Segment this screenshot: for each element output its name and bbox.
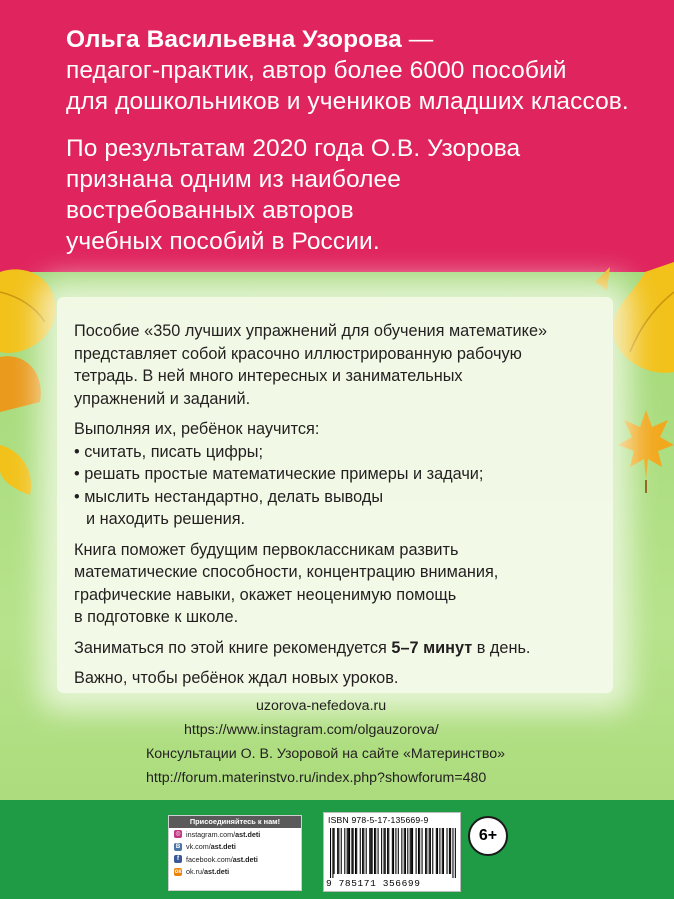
barcode-bar bbox=[437, 828, 438, 874]
barcode-bar bbox=[429, 828, 430, 874]
barcode-bar bbox=[452, 828, 453, 878]
author-dash: — bbox=[401, 26, 434, 53]
barcode-bar bbox=[442, 828, 443, 874]
social-handle: ast.deti bbox=[235, 829, 261, 839]
odnoklassniki-icon: ок bbox=[174, 868, 182, 875]
benefit-line: математические способности, концентрацию внимания, bbox=[74, 563, 499, 581]
author-award bbox=[66, 133, 654, 257]
description-text bbox=[74, 320, 604, 698]
barcode-bar bbox=[430, 828, 431, 874]
barcode-bar bbox=[425, 828, 426, 874]
barcode-bar bbox=[443, 828, 444, 874]
intro-line: упражнений и заданий. bbox=[74, 389, 251, 408]
facebook-icon: f bbox=[174, 855, 182, 863]
barcode-bar bbox=[418, 828, 419, 874]
barcode-graphic bbox=[330, 828, 456, 878]
benefit-line: Книга поможет будущим первоклассникам развить bbox=[74, 540, 459, 559]
skill-item: • решать простые математические примеры и задачи; bbox=[74, 465, 484, 483]
author-name: Ольга Васильевна Узорова bbox=[66, 26, 402, 53]
barcode-bar bbox=[375, 828, 376, 874]
social-row-instagram[interactable] bbox=[169, 828, 301, 841]
benefit-line: в подготовке к школе. bbox=[74, 608, 239, 626]
barcode-bar bbox=[355, 828, 356, 874]
barcode-bar bbox=[360, 828, 361, 874]
barcode-bar bbox=[405, 828, 406, 874]
social-handle: ast.deti bbox=[203, 867, 230, 877]
barcode-bar bbox=[374, 828, 375, 874]
barcode-bar bbox=[446, 828, 447, 874]
leaf-right-maple-illustration bbox=[618, 405, 674, 495]
social-prefix: vk.com/ bbox=[186, 842, 211, 852]
social-prefix: instagram.com/ bbox=[186, 829, 236, 839]
barcode-bar bbox=[381, 828, 382, 874]
social-row-facebook[interactable] bbox=[169, 853, 301, 866]
intro-paragraph bbox=[74, 320, 604, 410]
barcode-bar bbox=[426, 828, 427, 874]
barcode-bar bbox=[422, 828, 423, 874]
barcode-bar bbox=[419, 828, 420, 874]
skills-heading: Выполняя их, ребёнок научится: bbox=[74, 420, 320, 438]
barcode-bar bbox=[351, 828, 352, 874]
barcode-bar bbox=[334, 828, 335, 874]
barcode-bar bbox=[398, 828, 399, 874]
social-handle: ast.deti bbox=[232, 854, 258, 864]
award-line: признана одним из наиболее bbox=[66, 166, 402, 193]
social-handle: ast.deti bbox=[210, 842, 236, 852]
barcode-bar bbox=[344, 828, 345, 874]
award-line: По результатам 2020 года О.В. Узорова bbox=[66, 135, 521, 162]
isbn-barcode-box bbox=[323, 812, 461, 892]
barcode-bar bbox=[347, 828, 348, 874]
barcode-bar bbox=[356, 828, 357, 874]
barcode-bar bbox=[332, 828, 333, 878]
barcode-bar bbox=[411, 828, 412, 874]
site-link[interactable]: uzorova-nefedova.ru bbox=[256, 698, 387, 714]
author-bio bbox=[66, 24, 654, 117]
barcode-bar bbox=[385, 828, 386, 874]
barcode-bar bbox=[407, 828, 408, 874]
intro-line: тетрадь. В ней много интересных и занимательных bbox=[74, 367, 463, 385]
recommendation-duration: 5–7 минут bbox=[391, 638, 473, 657]
barcode-bar bbox=[366, 828, 367, 874]
benefit-paragraph bbox=[74, 539, 604, 629]
barcode-bar bbox=[383, 828, 384, 874]
forum-link[interactable]: http://forum.materinstvo.ru/index.php?showforum=480 bbox=[146, 770, 487, 786]
author-desc-line: для дошкольников и учеников младших классов. bbox=[66, 88, 629, 115]
barcode-bar bbox=[388, 828, 389, 874]
social-row-vk[interactable] bbox=[169, 841, 301, 854]
barcode-bar bbox=[330, 828, 331, 878]
skills-list bbox=[74, 418, 604, 531]
barcode-bar bbox=[449, 828, 450, 874]
barcode-bar bbox=[362, 828, 363, 874]
social-box bbox=[168, 815, 302, 891]
barcode-bar bbox=[393, 828, 394, 874]
barcode-bar bbox=[353, 828, 354, 874]
skill-item-continuation: и находить решения. bbox=[86, 510, 246, 528]
barcode-bar bbox=[392, 828, 393, 874]
leaf-left-small-illustration bbox=[0, 440, 40, 500]
barcode-bar bbox=[341, 828, 342, 874]
barcode-bar bbox=[416, 828, 417, 874]
recommendation bbox=[74, 637, 604, 660]
consult-note: Консультации О. В. Узоровой на сайте «Материнство» bbox=[146, 746, 506, 762]
barcode-bar bbox=[404, 828, 405, 874]
author-links bbox=[130, 694, 560, 790]
barcode-bar bbox=[387, 828, 388, 874]
skill-item: • считать, писать цифры; bbox=[74, 442, 264, 461]
barcode-bar bbox=[412, 828, 413, 874]
barcode-bar bbox=[348, 828, 349, 874]
intro-line: Пособие «350 лучших упражнений для обучения математике» bbox=[74, 322, 548, 340]
barcode-bar bbox=[450, 828, 451, 874]
barcode-bar bbox=[349, 828, 350, 874]
barcode-bar bbox=[432, 828, 433, 874]
barcode-bar bbox=[436, 828, 437, 874]
barcode-bar bbox=[439, 828, 440, 874]
social-row-ok[interactable] bbox=[169, 866, 301, 879]
barcode-bar bbox=[369, 828, 370, 874]
age-rating-badge: 6+ bbox=[468, 816, 508, 856]
barcode-digits: 9 785171 356699 bbox=[326, 878, 421, 889]
social-prefix: ok.ru/ bbox=[186, 867, 204, 877]
isbn-label: ISBN 978-5-17-135669-9 bbox=[328, 815, 429, 825]
author-header bbox=[0, 0, 674, 272]
barcode-bar bbox=[455, 828, 456, 878]
barcode-bar bbox=[363, 828, 364, 874]
instagram-icon: ◎ bbox=[175, 831, 181, 838]
intro-line: представляет собой красочно иллюстрированную рабочую bbox=[74, 344, 522, 363]
barcode-bar bbox=[410, 828, 411, 874]
barcode-bar bbox=[401, 828, 402, 874]
award-line: востребованных авторов bbox=[66, 197, 354, 224]
author-desc-line: педагог-практик, автор более 6000 пособий bbox=[66, 57, 567, 84]
barcode-bar bbox=[372, 828, 373, 874]
social-prefix: facebook.com/ bbox=[186, 854, 233, 864]
recommendation-suffix: в день. bbox=[472, 638, 531, 657]
vk-icon: В bbox=[175, 843, 181, 850]
social-heading: Присоединяйтесь к нам! bbox=[169, 816, 301, 828]
closing-line: Важно, чтобы ребёнок ждал новых уроков. bbox=[74, 669, 399, 687]
recommendation-prefix: Заниматься по этой книге рекомендуется bbox=[74, 638, 392, 657]
award-line: учебных пособий в России. bbox=[66, 228, 380, 255]
barcode-bar bbox=[370, 828, 371, 874]
barcode-bar bbox=[395, 828, 396, 874]
instagram-link[interactable]: https://www.instagram.com/olgauzorova/ bbox=[184, 722, 439, 738]
barcode-bar bbox=[337, 828, 338, 874]
barcode-bar bbox=[338, 828, 339, 874]
skill-item: • мыслить нестандартно, делать выводы bbox=[74, 487, 384, 506]
barcode-bar bbox=[378, 828, 379, 874]
benefit-line: графические навыки, окажет неоценимую помощь bbox=[74, 585, 457, 604]
